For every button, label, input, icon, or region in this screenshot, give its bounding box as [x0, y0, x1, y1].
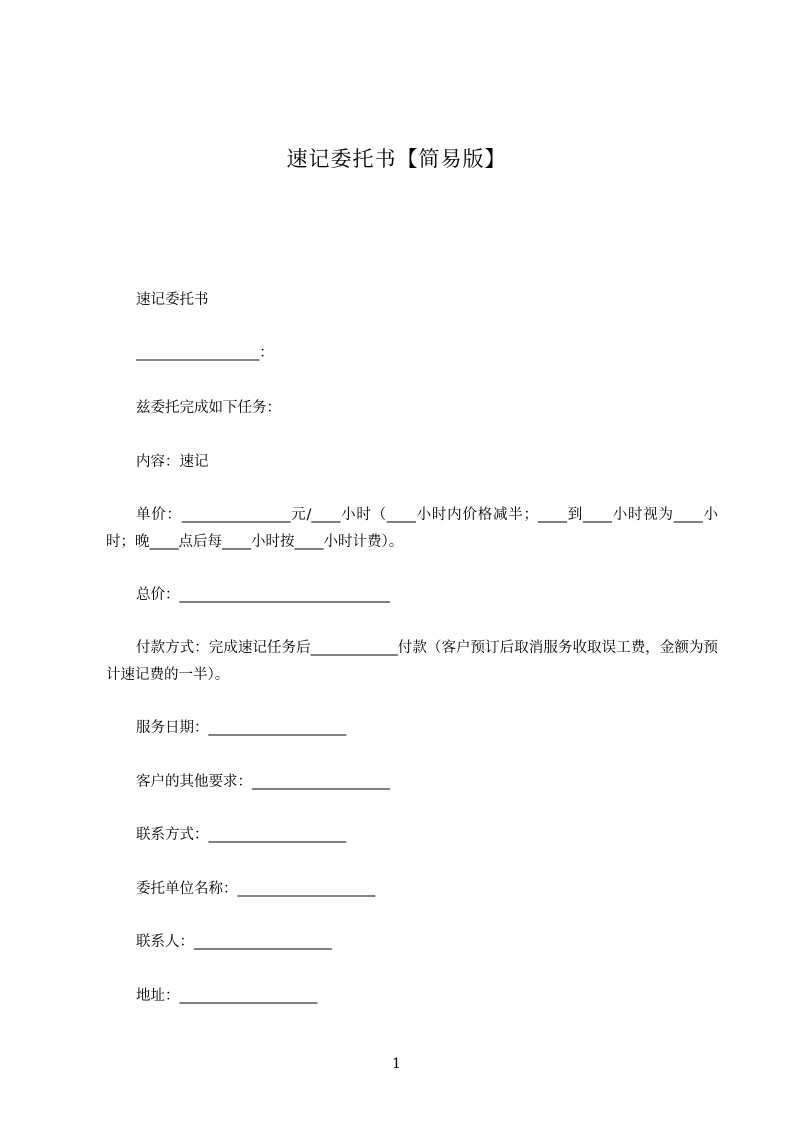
paragraph-other-requirements: 客户的其他要求：___________________	[136, 774, 390, 790]
paragraph-payment-method: 付款方式：完成速记任务后____________付款（客户预订后取消服务收取误工费，金额为预计速记费的一半）。	[106, 640, 718, 683]
paragraph-total-price: 总价：_____________________________	[136, 587, 390, 603]
paragraph-heading: 速记委托书	[136, 292, 209, 308]
paragraph-recipient: _________________：	[136, 345, 274, 361]
paragraph-entrusting-unit: 委托单位名称：___________________	[136, 881, 376, 897]
page-number: 1	[392, 1056, 401, 1072]
paragraph-address: 地址：___________________	[136, 988, 318, 1004]
paragraph-intro: 兹委托完成如下任务：	[136, 400, 281, 416]
paragraph-unit-price: 单价：_______________元/____小时（____小时内价格减半；____到____小时视为____小时；晚____点后每____小时按____小时计费）。	[106, 507, 718, 550]
paragraph-content: 内容：速记	[136, 454, 209, 470]
paragraph-contact-person: 联系人：___________________	[136, 934, 332, 950]
paragraph-contact-method: 联系方式：___________________	[136, 827, 347, 843]
document-title: 速记委托书【简易版】	[286, 147, 507, 171]
paragraph-service-date: 服务日期：___________________	[136, 720, 347, 736]
